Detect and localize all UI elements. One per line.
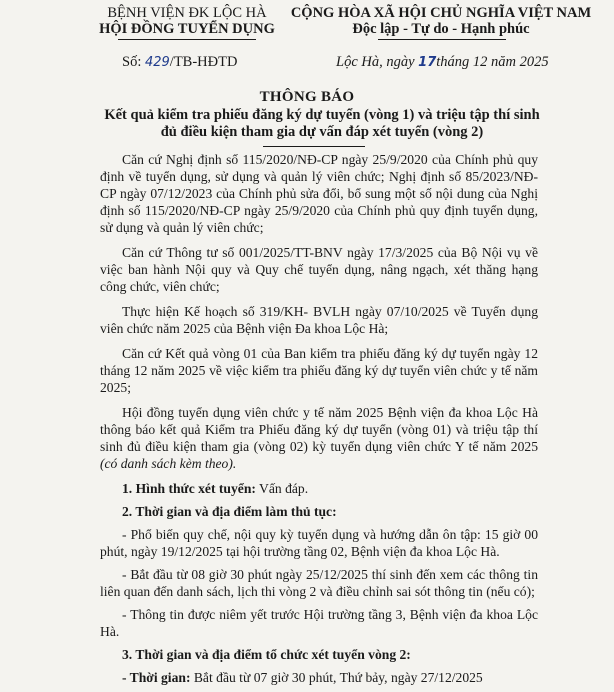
date-suffix: tháng 12 năm 2025 xyxy=(436,54,549,70)
document-number xyxy=(122,54,237,71)
hospital-name: BỆNH VIỆN ĐK LỘC HÀ xyxy=(107,5,267,21)
announcement-attachment-note: (có danh sách kèm theo). xyxy=(100,456,237,471)
docno-prefix: Số: xyxy=(122,54,145,70)
announcement-text: Hội đồng tuyển dụng viên chức y tế năm 2025 Bệnh viện đa khoa Lộc Hà thông báo kết quả Kiểm tra Phiếu đăng ký dự tuyển (vòng 01) và triệu tập thí sinh đủ điều kiện tham gia (vòng 02) kỳ tuyển dụng viên chức Y tế năm 2025 xyxy=(100,405,538,454)
section-1-value: Vấn đáp. xyxy=(255,481,309,496)
national-motto: Độc lập - Tự do - Hạnh phúc xyxy=(352,21,530,37)
docno-suffix: /TB-HĐTD xyxy=(169,54,238,70)
subtitle-underline xyxy=(263,146,365,147)
section-2-item-posting: - Thông tin được niêm yết trước Hội trường tầng 3, Bệnh viện đa khoa Lộc Hà. xyxy=(100,607,538,639)
national-heading xyxy=(282,5,600,37)
section-3-item-time xyxy=(100,669,538,686)
paragraph-round1-result: Căn cứ Kết quả vòng 01 của Ban kiểm tra phiếu đăng ký dự tuyển ngày 12 tháng 12 năm 2025 về việc kiểm tra phiếu đăng ký dự tuyển viên chức y tế năm 2025; xyxy=(100,346,538,395)
issuing-organization xyxy=(82,5,292,37)
header-left-underline xyxy=(118,39,256,40)
section-3-time-label: - Thời gian: xyxy=(122,670,191,685)
paragraph-announcement xyxy=(100,404,538,472)
paragraph-plan: Thực hiện Kế hoạch số 319/KH- BVLH ngày 07/10/2025 về Tuyển dụng viên chức năm 2025 của Bệnh viện Đa khoa Lộc Hà; xyxy=(100,304,538,336)
date-prefix: Lộc Hà, ngày xyxy=(336,54,419,70)
docno-handwritten: 429 xyxy=(144,55,170,70)
section-2-item-review: - Bắt đầu từ 08 giờ 30 phút ngày 25/12/2025 thí sinh đến xem các thông tin liên quan đến danh sách, lịch thi vòng 2 và điều chỉnh sai sót thông tin (nếu có); xyxy=(100,567,538,599)
section-1-label: 1. Hình thức xét tuyển: xyxy=(122,481,256,496)
document-title: THÔNG BÁO xyxy=(259,89,355,105)
header-right-underline xyxy=(378,39,506,40)
section-3-time-value: Bắt đầu từ 07 giờ 30 phút, Thứ bảy, ngày 27/12/2025 xyxy=(190,670,483,685)
paragraph-legal-basis-circular: Căn cứ Thông tư số 001/2025/TT-BNV ngày 17/3/2025 của Bộ Nội vụ về việc ban hành Nội quy và Quy chế tuyển dụng, nâng ngạch, xét thăng hạng công chức, viên chức; xyxy=(100,245,538,294)
document-date xyxy=(336,54,549,71)
section-2-item-briefing: - Phổ biến quy chế, nội quy kỳ tuyển dụng và hướng dẫn ôn tập: 15 giờ 00 phút, ngày 19/12/2025 tại hội trường tầng 02, Bệnh viện đa khoa Lộc Hà. xyxy=(100,527,538,559)
section-1-method xyxy=(100,480,538,497)
section-3-heading: 3. Thời gian và địa điểm tổ chức xét tuyển vòng 2: xyxy=(122,647,411,662)
country-name: CỘNG HÒA XÃ HỘI CHỦ NGHĨA VIỆT NAM xyxy=(290,5,592,21)
document-subtitle: Kết quả kiểm tra phiếu đăng ký dự tuyển (vòng 1) và triệu tập thí sinh đủ điều kiện tham gia dự vấn đáp xét tuyển (vòng 2) xyxy=(104,107,540,140)
council-name: HỘI ĐỒNG TUYỂN DỤNG xyxy=(99,21,275,37)
paragraph-legal-basis-decree: Căn cứ Nghị định số 115/2020/NĐ-CP ngày 25/9/2020 của Chính phủ quy định về tuyển dụng, sử dụng và quản lý viên chức; Nghị định số 85/2023/NĐ-CP ngày 07/12/2023 của Chính phủ sửa đổi, bổ sung một số nội dung của Nghị định số 115/2020/NĐ-CP ngày 25/9/2020 của Chính phủ quy định tuyển dụng, sử dụng và quản lý viên chức; xyxy=(100,152,538,235)
section-2-heading: 2. Thời gian và địa điểm làm thủ tục: xyxy=(122,504,337,519)
date-handwritten-day: 17 xyxy=(418,55,437,70)
document-body xyxy=(100,151,538,692)
